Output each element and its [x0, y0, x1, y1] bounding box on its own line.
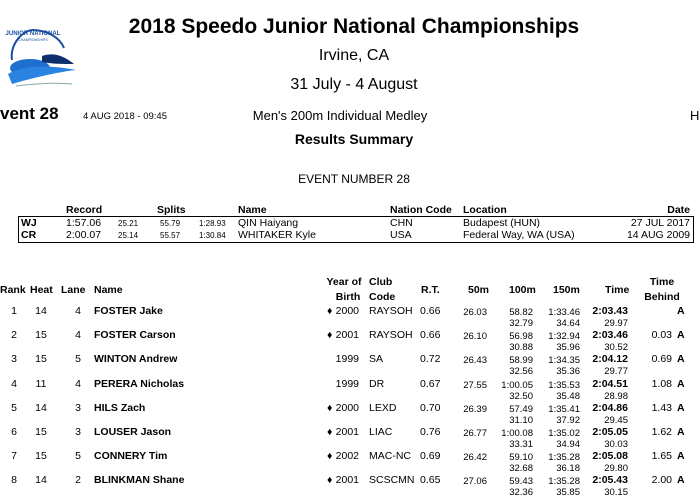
- qualifier-flag: A: [677, 450, 685, 463]
- club-code: RAYSOH: [369, 329, 413, 342]
- split-100m: 57.49: [509, 403, 533, 415]
- header-time-behind: Behind: [644, 291, 680, 303]
- diamond-icon: ♦: [327, 474, 333, 487]
- swimmer-name: BLINKMAN Shane: [94, 474, 185, 487]
- svg-text:CHAMPIONSHIPS: CHAMPIONSHIPS: [18, 38, 48, 42]
- header-name: Name: [94, 284, 123, 296]
- rank-cell: 4: [11, 377, 17, 390]
- diamond-icon: ♦: [327, 426, 333, 438]
- heat-cell: 14: [35, 401, 47, 414]
- lap-split-200m: 29.80: [604, 463, 628, 475]
- lap-split-200m: 30.52: [604, 342, 628, 354]
- split-50m: 26.39: [463, 403, 487, 415]
- record-split: 55.79: [160, 219, 181, 228]
- birth-year: 1999: [335, 377, 359, 390]
- birth-year: 2001: [335, 329, 359, 342]
- records-header-record: Record: [66, 204, 103, 216]
- lap-split-200m: 29.77: [604, 366, 628, 378]
- club-code: RAYSOH: [369, 305, 413, 317]
- lap-split-200m: 28.98: [604, 390, 628, 402]
- lane-cell: 4: [75, 377, 81, 390]
- lane-cell: 5: [75, 450, 81, 463]
- lap-split-150m: 35.48: [556, 390, 580, 402]
- record-split: 25.21: [118, 219, 139, 228]
- result-row: [0, 305, 700, 329]
- lane-cell: 3: [75, 401, 81, 414]
- birth-year: 2001: [335, 426, 359, 438]
- diamond-icon: ♦: [327, 305, 333, 317]
- header-150m: 150m: [553, 284, 580, 296]
- diamond-icon: ♦: [327, 329, 333, 342]
- event-datetime: 4 AUG 2018 - 09:45: [83, 111, 167, 122]
- final-time: 2:03.43: [592, 305, 628, 317]
- record-date: 14 AUG 2009: [626, 229, 690, 241]
- record-split: 1:28.93: [199, 219, 226, 228]
- record-time: 2:00.07: [66, 229, 102, 241]
- time-behind: 2.00: [651, 474, 672, 487]
- heat-cell: 15: [35, 329, 47, 342]
- birth-year: 2001: [335, 474, 359, 487]
- header-50m: 50m: [468, 284, 490, 296]
- split-150m: 1:34.35: [548, 355, 580, 367]
- rank-cell: 7: [11, 450, 17, 463]
- lap-split-100m: 33.31: [509, 439, 533, 450]
- record-split: 25.14: [118, 231, 139, 240]
- split-100m: 1:00.08: [501, 428, 533, 439]
- records-header-name: Name: [238, 204, 267, 216]
- lap-split-200m: 30.15: [604, 487, 628, 499]
- rank-cell: 2: [11, 329, 17, 342]
- club-code: SCSCMN: [369, 474, 415, 487]
- reaction-time: 0.65: [420, 474, 441, 487]
- club-code: LIAC: [369, 426, 393, 438]
- qualifier-flag: A: [677, 305, 685, 317]
- lane-cell: 2: [75, 474, 81, 487]
- record-holder-name: WHITAKER Kyle: [238, 229, 316, 241]
- header-rt: R.T.: [421, 284, 440, 296]
- lap-split-150m: 34.94: [556, 439, 580, 450]
- split-150m: 1:32.94: [548, 331, 580, 343]
- record-location: Budapest (HUN): [463, 217, 541, 229]
- header-time-behind: Time: [649, 276, 675, 288]
- header-rank: Rank: [0, 284, 26, 296]
- heat-cell: 15: [35, 353, 47, 366]
- result-row: [0, 426, 700, 450]
- reaction-time: 0.67: [420, 377, 441, 390]
- lap-split-100m: 32.50: [509, 390, 533, 402]
- header-heat: Heat: [30, 284, 53, 296]
- final-time: 2:05.43: [592, 474, 628, 487]
- record-nation: CHN: [390, 217, 413, 229]
- lap-split-100m: 30.88: [509, 342, 533, 354]
- lap-split-150m: 36.18: [556, 463, 580, 475]
- lap-split-100m: 31.10: [509, 414, 533, 426]
- diamond-icon: ♦: [327, 450, 333, 463]
- split-50m: 26.77: [463, 428, 487, 439]
- header-100m: 100m: [509, 284, 536, 296]
- header-club: Club: [369, 276, 393, 288]
- rank-cell: 6: [11, 426, 17, 438]
- result-row: [0, 474, 700, 498]
- split-50m: 26.43: [463, 355, 487, 367]
- split-50m: 26.10: [463, 331, 487, 343]
- split-50m: 27.06: [463, 476, 487, 488]
- club-code: LEXD: [369, 401, 397, 414]
- lap-split-200m: 30.03: [604, 439, 628, 450]
- meet-dates: 31 July - 4 August: [290, 76, 418, 93]
- qualifier-flag: A: [677, 329, 685, 342]
- birth-year: 2000: [335, 401, 359, 414]
- lane-cell: 3: [75, 426, 81, 438]
- event-number: EVENT NUMBER 28: [298, 172, 410, 186]
- lane-cell: 4: [75, 329, 81, 342]
- reaction-time: 0.70: [420, 401, 441, 414]
- split-100m: 56.98: [509, 331, 533, 343]
- records-header-splits: Splits: [157, 204, 186, 216]
- results-summary-title: Results Summary: [294, 131, 414, 147]
- record-code: WJ: [21, 217, 37, 229]
- club-code: MAC-NC: [369, 450, 411, 463]
- swimmer-name: CONNERY Tim: [94, 450, 168, 463]
- qualifier-flag: A: [677, 377, 685, 390]
- qualifier-flag: A: [677, 401, 685, 414]
- result-row: [0, 378, 700, 402]
- time-behind: 1.62: [651, 426, 672, 438]
- result-row: [0, 402, 700, 426]
- final-time: 2:03.46: [592, 329, 628, 342]
- heat-cell: 15: [35, 426, 47, 438]
- split-50m: 26.03: [463, 307, 487, 318]
- event-name: Men's 200m Individual Medley: [252, 108, 428, 123]
- result-row: [0, 450, 700, 474]
- reaction-time: 0.69: [420, 450, 441, 463]
- records-header-nation: Nation Code: [390, 204, 452, 216]
- result-row: [0, 353, 700, 377]
- split-150m: 1:35.41: [548, 403, 580, 415]
- heat-cell: 15: [35, 450, 47, 463]
- header-yob: Birth: [335, 291, 361, 303]
- final-time: 2:04.51: [592, 377, 628, 390]
- meet-title: 2018 Speedo Junior National Championships: [128, 15, 580, 38]
- result-row: [0, 329, 700, 353]
- lap-split-100m: 32.79: [509, 318, 533, 329]
- birth-year: 2002: [335, 450, 359, 463]
- time-behind: 0.69: [651, 353, 672, 366]
- time-behind: 0.03: [651, 329, 672, 342]
- split-150m: 1:33.46: [548, 307, 580, 318]
- birth-year: 2000: [335, 305, 359, 317]
- final-time: 2:04.86: [592, 401, 628, 414]
- swimmer-name: FOSTER Jake: [94, 305, 163, 317]
- qualifier-flag: A: [677, 353, 685, 366]
- lap-split-150m: 35.85: [556, 487, 580, 499]
- record-split: 1:30.84: [199, 231, 226, 240]
- time-behind: 1.08: [651, 377, 672, 390]
- split-150m: 1:35.28: [548, 452, 580, 464]
- final-time: 2:04.12: [592, 353, 628, 366]
- reaction-time: 0.72: [420, 353, 441, 366]
- final-time: 2:05.05: [592, 426, 628, 438]
- split-150m: 1:35.02: [548, 428, 580, 439]
- split-150m: 1:35.53: [548, 379, 580, 391]
- header-club: Code: [369, 291, 396, 303]
- header-time: Time: [605, 284, 630, 296]
- split-100m: 1:00.05: [501, 379, 533, 391]
- lap-split-200m: 29.97: [604, 318, 628, 329]
- final-time: 2:05.08: [592, 450, 628, 463]
- split-50m: 26.42: [463, 452, 487, 464]
- lap-split-100m: 32.68: [509, 463, 533, 475]
- swimmer-name: FOSTER Carson: [94, 329, 176, 342]
- rank-cell: 1: [11, 305, 17, 317]
- reaction-time: 0.76: [420, 426, 441, 438]
- split-50m: 27.55: [463, 379, 487, 391]
- record-holder-name: QIN Haiyang: [238, 217, 299, 229]
- club-code: SA: [369, 353, 384, 366]
- record-code: CR: [21, 229, 37, 241]
- lap-split-150m: 34.64: [556, 318, 580, 329]
- heat-cell: 14: [35, 474, 47, 487]
- lap-split-150m: 37.92: [556, 414, 580, 426]
- split-150m: 1:35.28: [548, 476, 580, 488]
- swimmer-name: PERERA Nicholas: [94, 377, 185, 390]
- meet-location: Irvine, CA: [318, 47, 390, 64]
- rank-cell: 3: [11, 353, 17, 366]
- rank-cell: 5: [11, 401, 17, 414]
- meet-logo: [2, 24, 80, 94]
- record-split: 55.57: [160, 231, 181, 240]
- time-behind: 1.65: [651, 450, 672, 463]
- split-100m: 58.99: [509, 355, 533, 367]
- split-100m: 59.10: [509, 452, 533, 464]
- lap-split-100m: 32.36: [509, 487, 533, 499]
- diamond-icon: ♦: [327, 401, 333, 414]
- records-header-location: Location: [463, 204, 507, 216]
- split-100m: 59.43: [509, 476, 533, 488]
- swimmer-name: LOUSER Jason: [94, 426, 172, 438]
- record-date: 27 JUL 2017: [630, 217, 690, 229]
- header-yob: Year of: [326, 276, 362, 288]
- club-code: DR: [369, 377, 385, 390]
- swimmer-name: HILS Zach: [94, 401, 146, 414]
- record-time: 1:57.06: [66, 217, 102, 229]
- svg-text:JUNIOR NATIONAL: JUNIOR NATIONAL: [5, 31, 61, 37]
- time-behind: 1.43: [651, 401, 672, 414]
- birth-year: 1999: [335, 353, 359, 366]
- reaction-time: 0.66: [420, 329, 441, 342]
- header-cut-text: H: [690, 108, 700, 123]
- reaction-time: 0.66: [420, 305, 441, 317]
- heat-cell: 11: [35, 377, 47, 390]
- qualifier-flag: A: [677, 474, 685, 487]
- event-label: vent 28: [0, 104, 59, 123]
- records-header-date: Date: [667, 204, 690, 216]
- header-lane: Lane: [61, 284, 86, 296]
- record-nation: USA: [390, 229, 412, 241]
- lap-split-150m: 35.96: [556, 342, 580, 354]
- lap-split-200m: 29.45: [604, 414, 628, 426]
- lap-split-100m: 32.56: [509, 366, 533, 378]
- qualifier-flag: A: [677, 426, 685, 438]
- lane-cell: 4: [75, 305, 81, 317]
- lane-cell: 5: [75, 353, 81, 366]
- swimmer-name: WINTON Andrew: [94, 353, 178, 366]
- lap-split-150m: 35.36: [556, 366, 580, 378]
- heat-cell: 14: [35, 305, 47, 317]
- record-location: Federal Way, WA (USA): [463, 229, 575, 241]
- rank-cell: 8: [11, 474, 17, 487]
- split-100m: 58.82: [509, 307, 533, 318]
